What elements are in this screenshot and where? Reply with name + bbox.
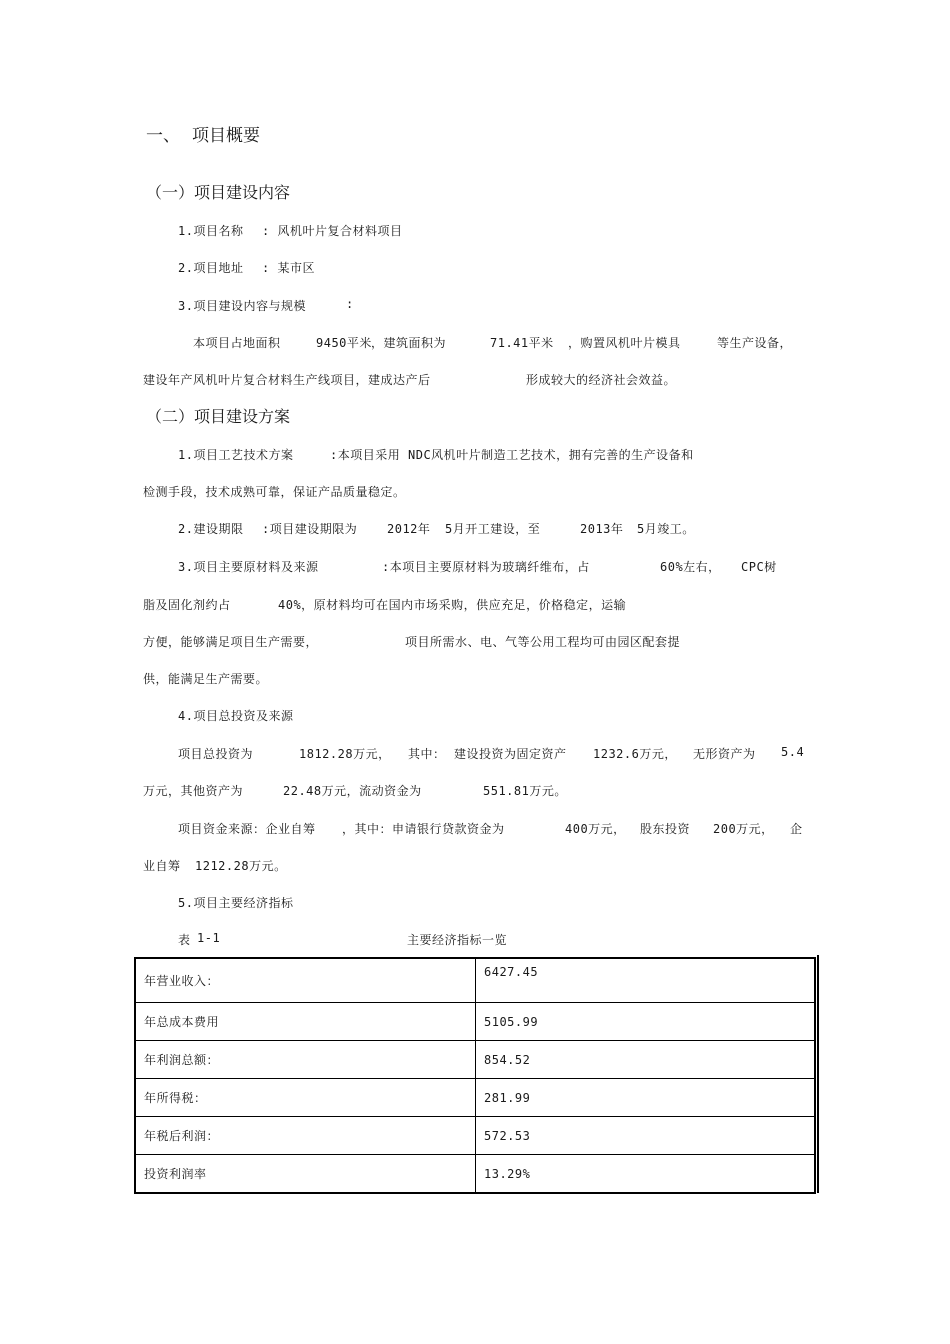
m4p3-b: ，其中：申请银行贷款资金为 [342, 822, 505, 836]
table-cell-label: 年税后利润： [135, 1117, 476, 1155]
m3-b: :本项目主要原材料为玻璃纤维布，占 [382, 560, 590, 574]
p2-a: 建设年产风机叶片复合材料生产线项目，建成达产后 [143, 373, 431, 387]
table-row [135, 1079, 815, 1117]
p1-e: ，购置风机叶片模具 [568, 336, 681, 350]
table-row [135, 958, 815, 1003]
subsection-heading-1: （一）项目建设内容 [146, 183, 291, 202]
economic-indicators-table [134, 957, 816, 1194]
item1-label: 1.项目名称 [178, 224, 244, 238]
m5-heading: 5.项目主要经济指标 [178, 896, 294, 910]
table-row [135, 1003, 815, 1041]
table-caption-title: 主要经济指标一览 [407, 933, 508, 947]
m3c-b: 项目所需水、电、气等公用工程均可由园区配套提 [405, 635, 681, 649]
p1-a: 本项目占地面积 [193, 336, 281, 350]
p1-d: 71.41平米 [490, 336, 554, 350]
m4p2-b: 22.48万元，流动资金为 [283, 784, 422, 798]
m4p1-c: 其中： [408, 747, 446, 761]
subsection-heading-2: （二）项目建设方案 [146, 407, 291, 426]
m1-c: NDC风机叶片制造工艺技术，拥有完善的生产设备和 [408, 448, 694, 462]
m4p1-e: 1232.6万元， [593, 747, 677, 761]
table-row [135, 1155, 815, 1194]
table-cell-value: 854.52 [476, 1041, 816, 1079]
m2-e: 2013年 [580, 522, 624, 536]
m4p3-f: 企 [790, 822, 803, 836]
p1-f: 等生产设备， [717, 336, 793, 350]
m4p2-a: 万元，其他资产为 [143, 784, 244, 798]
m4p4-a: 业自筹 [143, 859, 181, 873]
m4p4-b: 1212.28万元。 [195, 859, 287, 873]
table-cell-label: 年所得税： [135, 1079, 476, 1117]
table-caption-number: 1-1 [197, 931, 221, 945]
m2-f: 5月竣工。 [637, 522, 695, 536]
item2-label: 2.项目地址 [178, 261, 244, 275]
section-number: 一、 [146, 126, 180, 146]
table-row [135, 1041, 815, 1079]
table-cell-value: 6427.45 [476, 958, 816, 1003]
m4p1-f: 无形资产为 [693, 747, 756, 761]
m2-c: 2012年 [387, 522, 431, 536]
table-cell-label: 年总成本费用 [135, 1003, 476, 1041]
m3d: 供，能满足生产需要。 [143, 672, 269, 686]
m3b-a: 脂及固化剂约占 [143, 598, 231, 612]
m4p1-d: 建设投资为固定资产 [454, 747, 567, 761]
m4p3-c: 400万元， [565, 822, 626, 836]
table-cell-value: 281.99 [476, 1079, 816, 1117]
table-row [135, 1117, 815, 1155]
table-cell-label: 年利润总额： [135, 1041, 476, 1079]
m3b-b: 40%，原材料均可在国内市场采购，供应充足，价格稳定，运输 [278, 598, 627, 612]
m4-heading: 4.项目总投资及来源 [178, 709, 294, 723]
table-cell-value: 572.53 [476, 1117, 816, 1155]
table-cell-value: 13.29% [476, 1155, 816, 1194]
m2-b: :项目建设期限为 [262, 522, 358, 536]
m4p3-a: 项目资金来源：企业自筹 [178, 822, 316, 836]
p1-b: 9450平米 [316, 336, 372, 350]
m4p1-b: 1812.28万元， [299, 747, 391, 761]
m4p3-d: 股东投资 [640, 822, 691, 836]
item3-value: : [346, 297, 354, 311]
m4p1-g: 5.4 [781, 745, 805, 759]
m4p3-e: 200万元， [713, 822, 774, 836]
m2-a: 2.建设期限 [178, 522, 244, 536]
table-cell-value: 5105.99 [476, 1003, 816, 1041]
m2-d: 5月开工建设，至 [445, 522, 541, 536]
item1-value: : 风机叶片复合材料项目 [262, 224, 403, 238]
m1-a: 1.项目工艺技术方案 [178, 448, 294, 462]
m4p2-c: 551.81万元。 [483, 784, 567, 798]
table-cell-label: 年营业收入： [135, 958, 476, 1003]
m3-d: CPC树 [741, 560, 777, 574]
table-caption-prefix: 表 [178, 933, 191, 947]
m1-b: :本项目采用 [330, 448, 401, 462]
item3-label: 3.项目建设内容与规模 [178, 299, 306, 313]
section-title: 项目概要 [192, 126, 260, 146]
table-cell-label: 投资利润率 [135, 1155, 476, 1194]
m3-a: 3.项目主要原材料及来源 [178, 560, 319, 574]
m3c-a: 方便，能够满足项目生产需要， [143, 635, 319, 649]
p1-c: ，建筑面积为 [371, 336, 447, 350]
m4p1-a: 项目总投资为 [178, 747, 254, 761]
m3-c: 60%左右， [660, 560, 721, 574]
p2-b: 形成较大的经济社会效益。 [526, 373, 677, 387]
table-outer-edge [817, 955, 819, 1193]
m1-continued: 检测手段，技术成熟可靠，保证产品质量稳定。 [143, 485, 406, 499]
item2-value: : 某市区 [262, 261, 315, 275]
